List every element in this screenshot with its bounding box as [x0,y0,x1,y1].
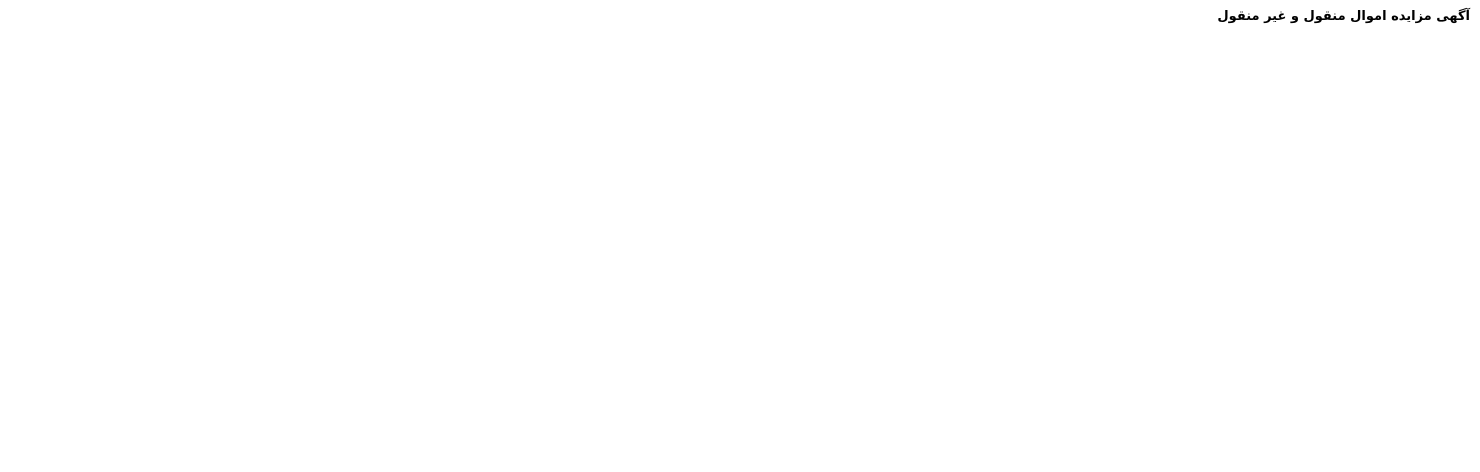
notice-title: آگهی مزایده اموال منقول و غیر منقول [1217,9,1470,24]
